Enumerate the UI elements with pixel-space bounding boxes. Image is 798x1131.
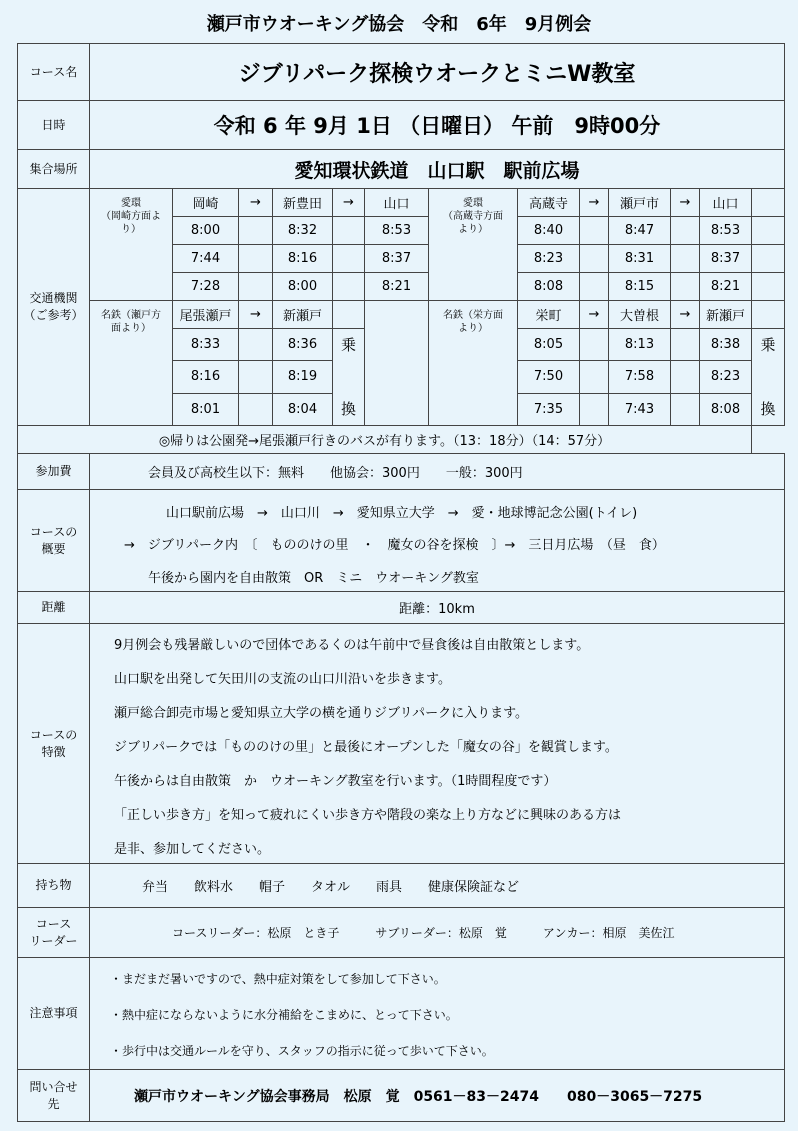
station-okazaki: 岡崎 <box>173 189 239 217</box>
station-yamaguchi: 山口 <box>365 189 429 217</box>
time-cell: 8:15 <box>609 273 671 301</box>
event-table <box>17 43 785 1122</box>
label-course: コース名 <box>18 44 90 101</box>
time-cell: 8:08 <box>518 273 580 301</box>
time-cell: 7:35 <box>518 393 580 425</box>
feature-line: 山口駅を出発して矢田川の支流の山口川沿いを歩きます。 <box>114 672 451 687</box>
time-cell: 8:31 <box>609 245 671 273</box>
outline-line: 山口駅前広場 → 山口川 → 愛知県立大学 → 愛・地球博記念公園(トイレ) <box>166 506 638 521</box>
time-cell: 8:47 <box>609 217 671 245</box>
arrow-6: → <box>580 301 609 329</box>
feature-line: 9月例会も残暑厳しいので団体であるくのは午前中で昼食後は自由散策とします。 <box>114 638 590 653</box>
label-distance: 距離 <box>18 592 90 624</box>
station-ozone: 大曽根 <box>609 301 671 329</box>
station-owariseto: 尾張瀬戸 <box>173 301 239 329</box>
meitetsu-sakae-label: 名鉄（栄方面 より） <box>429 301 518 426</box>
label-leader: コース リーダー <box>18 908 90 958</box>
contact-text: 瀬戸市ウオーキング協会事務局 松原 覚 0561－83－2474 080－3065－7275 <box>90 1070 785 1122</box>
time-cell: 8:33 <box>173 329 239 361</box>
outline-line: → ジブリパーク内 〔 もののけの里 ・ 魔女の谷を探検 〕→ 三日月広場 （昼 食） <box>124 538 665 553</box>
outline-line: 午後から園内を自由散策 OR ミニ ウオーキング教室 <box>148 571 479 586</box>
meeting-place: 愛知環状鉄道 山口駅 駅前広場 <box>90 150 785 189</box>
station-yamaguchi-2: 山口 <box>700 189 752 217</box>
course-features <box>90 624 785 864</box>
aikan-okazaki-label: 愛環 （岡崎方面よ り） <box>90 189 173 301</box>
label-features: コースの 特徴 <box>18 624 90 864</box>
time-cell: 7:44 <box>173 245 239 273</box>
station-shintoyota: 新豊田 <box>273 189 333 217</box>
station-kozoji: 高蔵寺 <box>518 189 580 217</box>
time-cell: 8:23 <box>518 245 580 273</box>
fee-text: 会員及び高校生以下：無料 他協会：300円 一般：300円 <box>90 454 785 490</box>
time-cell: 8:21 <box>700 273 752 301</box>
time-cell: 8:16 <box>173 361 239 393</box>
time-cell: 8:53 <box>365 217 429 245</box>
bus-note: ◎帰りは公園発→尾張瀬戸行きのバスが有ります。（13：18分）（14：57分） <box>18 426 752 454</box>
station-shinseto-2: 新瀬戸 <box>700 301 752 329</box>
distance-text: 距離：10km <box>90 592 785 624</box>
time-cell: 8:36 <box>273 329 333 361</box>
arrow-4: → <box>671 189 700 217</box>
note-item: ・まだまだ暑いですので、熱中症対策をして参加して下さい。 <box>110 972 446 986</box>
time-cell: 8:01 <box>173 393 239 425</box>
time-cell: 8:38 <box>700 329 752 361</box>
label-meeting-place: 集合場所 <box>18 150 90 189</box>
arrow-3: → <box>580 189 609 217</box>
time-cell: 8:23 <box>700 361 752 393</box>
time-cell: 7:28 <box>173 273 239 301</box>
aikan-kozoji-label: 愛環 （高蔵寺方面 より） <box>429 189 518 301</box>
event-datetime: 令和 6 年 9月 1日 （日曜日） 午前 9時00分 <box>90 101 785 150</box>
label-notes: 注意事項 <box>18 958 90 1070</box>
leader-text: コースリーダー：松原 とき子 サブリーダー：松原 覚 アンカー：相原 美佐江 <box>90 908 785 958</box>
note-item: ・歩行中は交通ルールを守り、スタッフの指示に従って歩いて下さい。 <box>110 1044 494 1058</box>
time-cell: 7:50 <box>518 361 580 393</box>
time-cell: 8:37 <box>700 245 752 273</box>
arrow-2: → <box>333 189 365 217</box>
meitetsu-seto-label: 名鉄（瀬戸方 面より） <box>90 301 173 426</box>
time-cell: 8:21 <box>365 273 429 301</box>
arrow-5: → <box>239 301 273 329</box>
time-cell: 7:58 <box>609 361 671 393</box>
time-cell: 8:00 <box>273 273 333 301</box>
time-cell: 8:13 <box>609 329 671 361</box>
feature-line: 是非、参加してください。 <box>114 842 271 857</box>
station-shinseto: 新瀬戸 <box>273 301 333 329</box>
label-fee: 参加費 <box>18 454 90 490</box>
course-name: ジブリパーク探検ウオークとミニW教室 <box>90 44 785 101</box>
feature-line: 午後からは自由散策 か ウオーキング教室を行います。（1時間程度です） <box>114 774 557 789</box>
time-cell: 8:00 <box>173 217 239 245</box>
label-transport: 交通機関 （ご参考） <box>18 189 90 426</box>
time-cell: 8:05 <box>518 329 580 361</box>
items-text: 弁当 飲料水 帽子 タオル 雨具 健康保険証など <box>90 864 785 908</box>
transfer-mark-sakae: 乗 換 <box>752 329 785 426</box>
time-cell: 8:04 <box>273 393 333 425</box>
station-sakaemachi: 栄町 <box>518 301 580 329</box>
time-cell: 7:43 <box>609 393 671 425</box>
page-title: 瀬戸市ウオーキング協会 令和 6年 9月例会 <box>206 14 592 35</box>
time-cell: 8:08 <box>700 393 752 425</box>
note-item: ・熱中症にならないように水分補給をこまめに、とって下さい。 <box>110 1008 458 1022</box>
feature-line: ジブリパークでは「もののけの里」と最後にオープンした「魔女の谷」を観賞します。 <box>114 740 618 755</box>
time-cell: 8:16 <box>273 245 333 273</box>
time-cell: 8:37 <box>365 245 429 273</box>
arrow-7: → <box>671 301 700 329</box>
course-outline <box>90 490 785 592</box>
feature-line: 瀬戸総合卸売市場と愛知県立大学の横を通りジブリパークに入ります。 <box>114 706 529 721</box>
time-cell: 8:32 <box>273 217 333 245</box>
transfer-mark-seto: 乗 換 <box>333 329 365 426</box>
time-cell: 8:53 <box>700 217 752 245</box>
notes-list <box>90 958 785 1070</box>
feature-line: 「正しい歩き方」を知って疲れにくい歩き方や階段の楽な上り方などに興味のある方は <box>114 808 622 823</box>
time-cell: 8:40 <box>518 217 580 245</box>
station-setoshi: 瀬戸市 <box>609 189 671 217</box>
label-outline: コースの 概要 <box>18 490 90 592</box>
label-items: 持ち物 <box>18 864 90 908</box>
time-cell: 8:19 <box>273 361 333 393</box>
label-contact: 問い合せ 先 <box>18 1070 90 1122</box>
arrow-1: → <box>239 189 273 217</box>
label-date: 日時 <box>18 101 90 150</box>
